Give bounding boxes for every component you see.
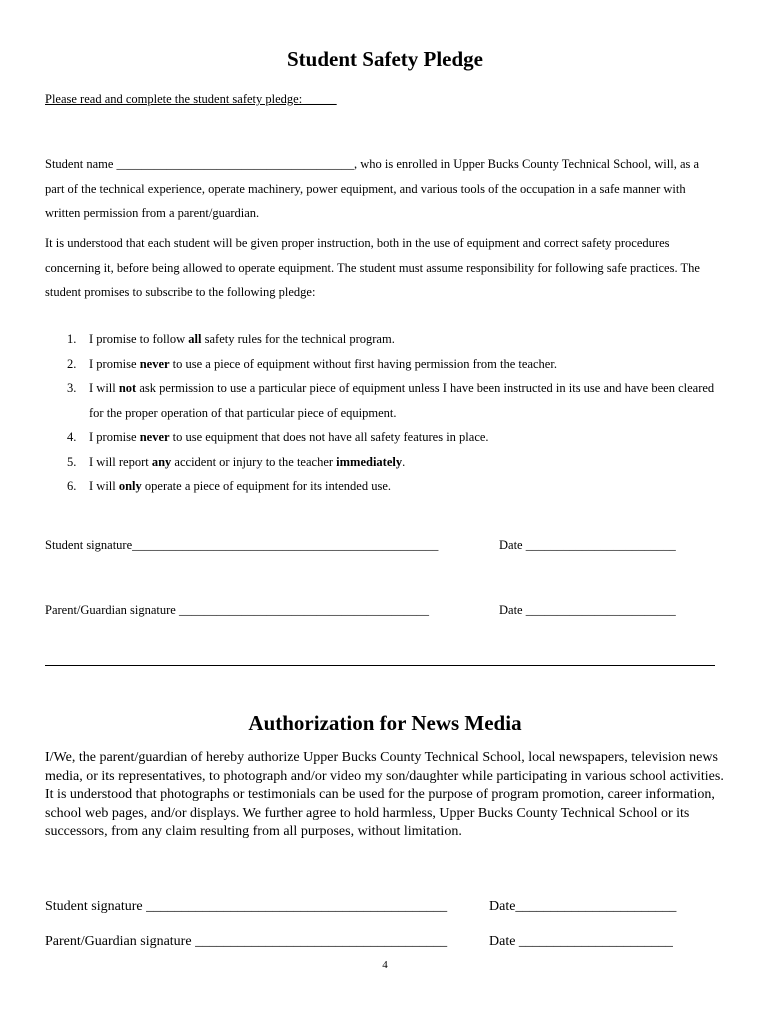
parent-signature-line[interactable]: Parent/Guardian signature ________________________________________ bbox=[45, 603, 429, 617]
parent-date-line[interactable]: Date ________________________ bbox=[499, 603, 676, 617]
student-date-line[interactable]: Date ________________________ bbox=[499, 538, 676, 552]
media-paragraph: I/We, the parent/guardian of hereby authorize Upper Bucks County Technical School, local newspapers, television news media, or its representatives, to photograph and/or video my son/daughter while participating in various school activities. It is understood that photographs or testimonials can be used for the purpose of program promotion, career information, school web pages, and/or displays. We further agree to hold harmless, Upper Bucks County Technical School or its successors, from any claim resulting from all purposes, without limitation. bbox=[45, 750, 724, 839]
list-item: 5. I will report any accident or injury to the teacher immediately. bbox=[67, 454, 406, 469]
page-number: 4 bbox=[382, 959, 388, 971]
pledge-paragraph-2: It is understood that each student will be given proper instruction, both in the use of equipment and correct safety procedures concerning it, before being allowed to operate equipment. The student must assume responsibility for following safe practices. The student promises to subscribe to the following pledge: bbox=[45, 236, 700, 299]
media-student-date-line[interactable]: Date_______________________ bbox=[489, 899, 677, 914]
student-signature-line[interactable]: Student signature_________________________________________________ bbox=[45, 538, 439, 552]
section-divider bbox=[45, 665, 715, 666]
pledge-paragraph-1: Student name ______________________________________, who is enrolled in Upper Bucks County Technical School, will, as a part of the technical experience, operate machinery, power equipment, and various tools of the occupation in a safe manner with written permission from a parent/guardian. bbox=[45, 157, 700, 220]
media-parent-signature-line[interactable]: Parent/Guardian signature ____________________________________ bbox=[45, 934, 448, 949]
pledge-list bbox=[45, 327, 725, 499]
list-item: 4. I promise never to use equipment that does not have all safety features in place. bbox=[67, 430, 489, 444]
media-student-signature-line[interactable]: Student signature ___________________________________________ bbox=[45, 899, 448, 914]
list-item: 3. I will not ask permission to use a particular piece of equipment unless I have been instructed in its use and have been cleared for the proper operation of that particular piece of equipment. bbox=[67, 381, 715, 420]
pledge-title: Student Safety Pledge bbox=[287, 47, 483, 71]
list-item: 6. I will only operate a piece of equipment for its intended use. bbox=[67, 479, 392, 493]
pledge-intro: Please read and complete the student safety pledge: _____ bbox=[45, 92, 337, 106]
media-title: Authorization for News Media bbox=[248, 711, 522, 735]
media-parent-date-line[interactable]: Date ______________________ bbox=[489, 934, 673, 949]
list-item: 2. I promise never to use a piece of equipment without first having permission from the teacher. bbox=[67, 356, 557, 371]
list-item: 1. I promise to follow all safety rules for the technical program. bbox=[67, 332, 395, 346]
